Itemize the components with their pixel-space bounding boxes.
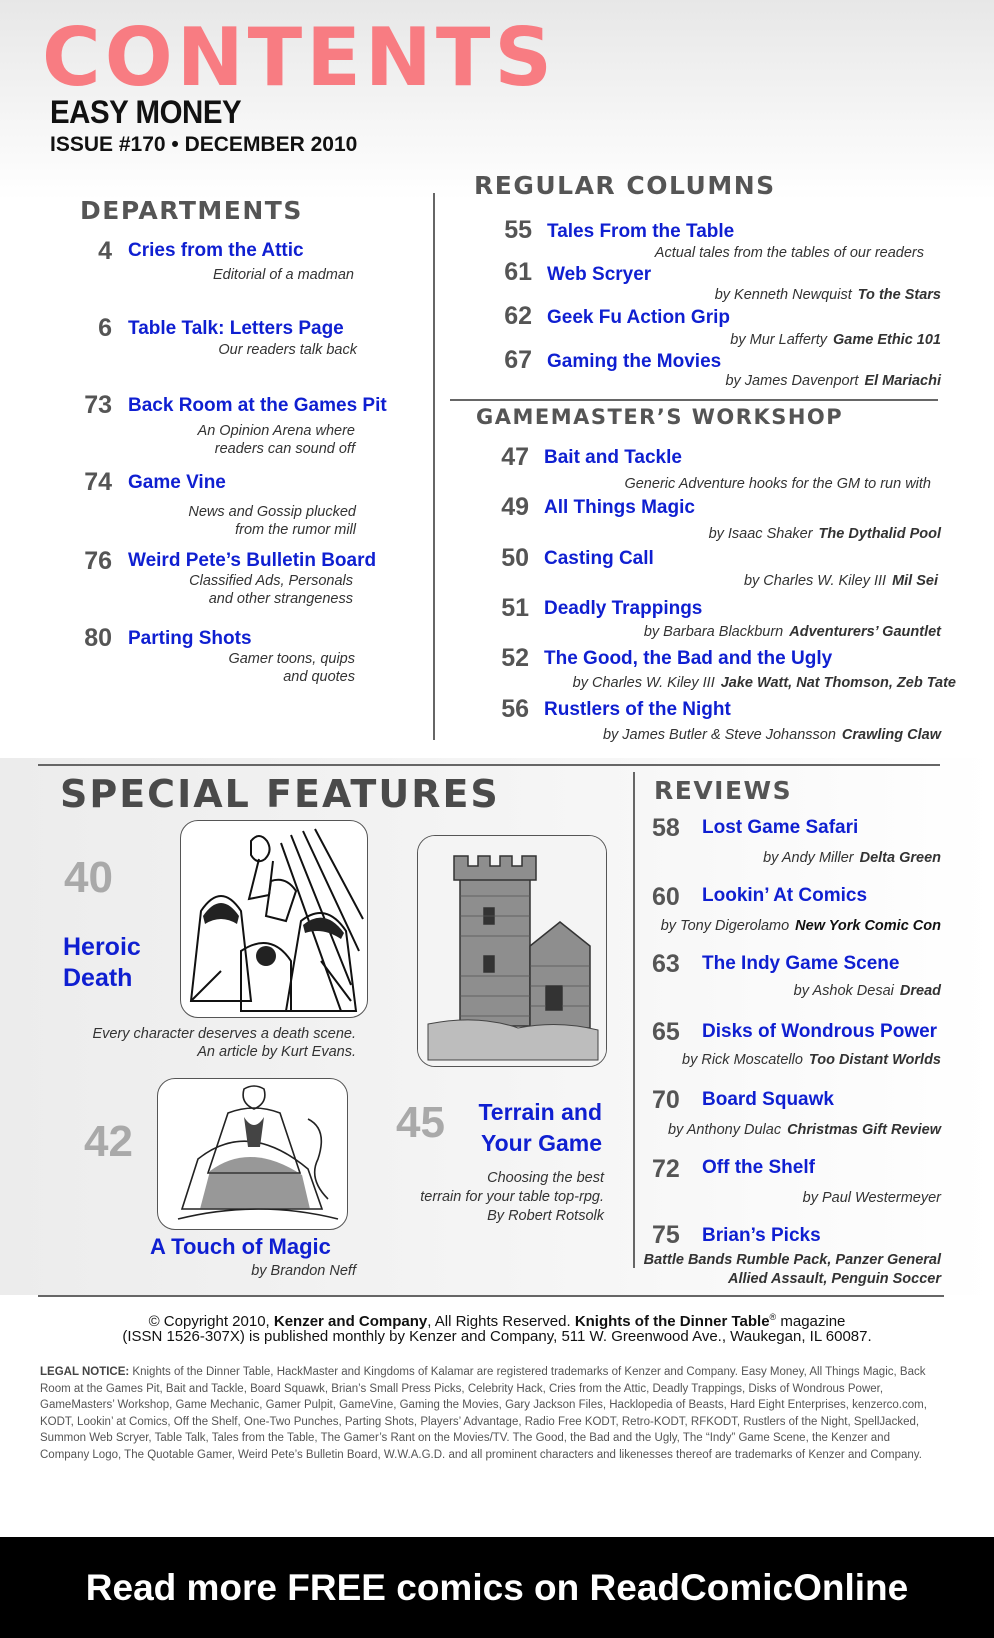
page-number: 49 (501, 493, 529, 521)
page-number: 70 (652, 1086, 680, 1114)
column-item-geek-fu[interactable]: Geek Fu Action Grip (547, 307, 730, 328)
page-number: 56 (501, 695, 529, 723)
workshop-item-rustlers[interactable]: Rustlers of the Night (544, 699, 731, 720)
regular-columns-heading: REGULAR COLUMNS (474, 171, 776, 200)
column-item-gaming-the-movies[interactable]: Gaming the Movies (547, 351, 722, 372)
issue-subtitle: EASY MONEY (50, 94, 242, 130)
feature-number: 42 (84, 1117, 133, 1166)
page-number: 61 (504, 258, 532, 286)
item-byline: by Isaac Shaker The Dythalid Pool (708, 526, 941, 542)
dept-item-back-room[interactable]: Back Room at the Games Pit (128, 395, 387, 416)
review-item-brians-picks[interactable]: Brian’s Picks (702, 1225, 821, 1246)
item-byline: by Anthony Dulac Christmas Gift Review (667, 1122, 941, 1138)
feature-description: By Robert Rotsolk (487, 1208, 604, 1224)
feature-touch-of-magic[interactable]: A Touch of Magic (150, 1234, 331, 1259)
feature-number: 40 (64, 853, 113, 902)
item-description: Editorial of a madman (212, 267, 354, 283)
item-byline: by Barbara Blackburn Adventurers’ Gauntlet (643, 624, 941, 640)
column-divider (433, 193, 435, 740)
page-number: 67 (504, 346, 532, 374)
feature-description: Choosing the best (487, 1170, 604, 1186)
workshop-item-bait-and-tackle[interactable]: Bait and Tackle (544, 447, 682, 468)
page-number: 47 (501, 443, 529, 471)
section-divider (38, 764, 940, 766)
touch-of-magic-illustration (157, 1078, 348, 1230)
dept-item-cries-from-the-attic[interactable]: Cries from the Attic (128, 240, 304, 261)
review-item-lost-game-safari[interactable]: Lost Game Safari (702, 817, 859, 838)
page-number: 4 (98, 237, 112, 265)
page-number: 76 (84, 547, 112, 575)
page-number: 60 (652, 883, 680, 911)
page-number: 72 (652, 1155, 680, 1183)
gm-workshop-heading: GAMEMASTER’S WORKSHOP (476, 405, 844, 429)
terrain-tower-photo (417, 835, 607, 1067)
item-byline: by Rick Moscatello Too Distant Worlds (682, 1052, 941, 1068)
column-item-web-scryer[interactable]: Web Scryer (547, 264, 652, 285)
feature-description: An article by Kurt Evans. (197, 1044, 356, 1060)
section-divider (450, 399, 938, 401)
item-byline: Allied Assault, Penguin Soccer (728, 1271, 941, 1287)
dept-item-weird-petes[interactable]: Weird Pete’s Bulletin Board (128, 550, 377, 571)
item-byline: by Mur Lafferty Game Ethic 101 (730, 332, 941, 348)
review-item-disks-of-wondrous-power[interactable]: Disks of Wondrous Power (702, 1021, 938, 1042)
feature-heroic-death[interactable]: Heroic Death (63, 933, 141, 992)
item-description: from the rumor mill (235, 522, 356, 538)
footer-banner[interactable]: Read more FREE comics on ReadComicOnline (0, 1537, 994, 1638)
feature-number: 45 (396, 1098, 445, 1147)
tower-art-icon (418, 836, 607, 1067)
page-number: 73 (84, 391, 112, 419)
item-byline: by Kenneth Newquist To the Stars (714, 287, 941, 303)
feature-terrain-and-your-game[interactable]: Terrain and Your Game (478, 1099, 602, 1156)
dept-item-game-vine[interactable]: Game Vine (128, 472, 226, 493)
page-number: 50 (501, 544, 529, 572)
publication-line: (ISSN 1526-307X) is published monthly by Kenzer and Company, 511 W. Greenwood Ave., Waukegan, IL 60087. (122, 1328, 872, 1345)
copyright-line: © Copyright 2010, Kenzer and Company, All Rights Reserved. Knights of the Dinner Table® magazine (148, 1312, 846, 1330)
item-description: and other strangeness (208, 591, 353, 607)
workshop-item-casting-call[interactable]: Casting Call (544, 548, 654, 569)
column-item-tales-from-the-table[interactable]: Tales From the Table (547, 221, 735, 242)
item-byline: by Paul Westermeyer (802, 1190, 941, 1206)
page-number: 55 (504, 216, 532, 244)
item-description: Our readers talk back (218, 342, 357, 358)
item-description: and quotes (283, 669, 355, 685)
page-number: 80 (84, 624, 112, 652)
workshop-item-deadly-trappings[interactable]: Deadly Trappings (544, 598, 703, 619)
legal-notice: LEGAL NOTICE: Knights of the Dinner Table, HackMaster and Kingdoms of Kalamar are registered trademarks of Kenzer and Company. Easy Money, All Things Magic, Back Room at the Games Pit, Bait and Tackle, Board Squawk, Brian’s Small Press Picks, Celebrity Hack, Cries from the Attic, Deadly Trappings, Disks of Wondrous Power, GameMasters’ Workshop, Game Mechanic, Gamer Pulpit, GameVine, Gaming the Movies, Gary Jackson Files, Hacklopedia of Beasts, Hard Eight Enterprises, kenzerco.com, KODT, Lookin’ at Comics, Off the Shelf, One-Two Punches, Parting Shots, Players’ Advantage, Radio Free KODT, Retro-KODT, RFKODT, Rustlers of the Night, SpellJacked, Summon Web Scryer, Table Talk, Tales from the Table, The Gamer’s Rant on the Movies/TV. The Good, the Bad and the Ugly, The “Indy” Game Scene, the Kenzer and Company Logo, The Quotable Gamer, Weird Pete’s Bulletin Board, W.W.A.G.D. and all prominent characters and likenesses thereof are trademarks of Kenzer and Company. (40, 1366, 927, 1461)
item-byline: Actual tales from the tables of our readers (654, 245, 924, 261)
item-byline: by Charles W. Kiley III Mil Sei (743, 573, 938, 589)
item-byline: Generic Adventure hooks for the GM to run with (624, 476, 931, 492)
page-number: 51 (501, 594, 529, 622)
reviews-heading: REVIEWS (654, 776, 793, 805)
page-title: CONTENTS (42, 11, 557, 104)
workshop-item-good-bad-ugly[interactable]: The Good, the Bad and the Ugly (544, 648, 833, 669)
item-byline: by James Davenport El Mariachi (725, 373, 941, 389)
item-byline: by Andy Miller Delta Green (763, 850, 941, 866)
page-number: 58 (652, 814, 680, 842)
item-description: News and Gossip plucked (188, 504, 356, 520)
dept-item-parting-shots[interactable]: Parting Shots (128, 628, 252, 649)
feature-description: terrain for your table top-rpg. (420, 1189, 604, 1205)
section-divider (38, 1295, 944, 1297)
issue-date: ISSUE #170 • DECEMBER 2010 (50, 133, 358, 156)
item-byline: by James Butler & Steve Johansson Crawling Claw (602, 727, 941, 743)
item-description: readers can sound off (214, 441, 355, 457)
departments-heading: DEPARTMENTS (80, 196, 303, 225)
item-byline: Battle Bands Rumble Pack, Panzer General (643, 1252, 941, 1268)
page-number: 63 (652, 950, 680, 978)
page-number: 74 (84, 468, 112, 496)
item-byline: by Tony Digerolamo New York Comic Con (660, 918, 941, 934)
review-item-off-the-shelf[interactable]: Off the Shelf (702, 1157, 815, 1178)
item-byline: by Ashok Desai Dread (793, 983, 941, 999)
column-divider (633, 772, 635, 1268)
page-number: 62 (504, 302, 532, 330)
heroic-death-art-icon (181, 821, 368, 1018)
page-number: 6 (98, 314, 112, 342)
feature-description: Every character deserves a death scene. (92, 1026, 356, 1042)
item-description: Classified Ads, Personals (189, 573, 353, 589)
item-description: Gamer toons, quips (228, 651, 355, 667)
special-features-heading: SPECIAL FEATURES (60, 772, 500, 816)
item-byline: by Charles W. Kiley III Jake Watt, Nat Thomson, Zeb Tate (572, 675, 956, 691)
heroic-death-illustration (180, 820, 368, 1018)
item-description: An Opinion Arena where (197, 423, 355, 439)
wizard-art-icon (158, 1079, 348, 1230)
review-item-board-squawk[interactable]: Board Squawk (702, 1089, 834, 1110)
page-number: 65 (652, 1018, 680, 1046)
page-number: 52 (501, 644, 529, 672)
review-item-lookin-at-comics[interactable]: Lookin’ At Comics (702, 885, 868, 906)
workshop-item-all-things-magic[interactable]: All Things Magic (544, 497, 695, 518)
dept-item-table-talk[interactable]: Table Talk: Letters Page (128, 318, 344, 339)
feature-byline: by Brandon Neff (251, 1263, 356, 1279)
review-item-indy-game-scene[interactable]: The Indy Game Scene (702, 953, 900, 974)
page-number: 75 (652, 1221, 680, 1249)
